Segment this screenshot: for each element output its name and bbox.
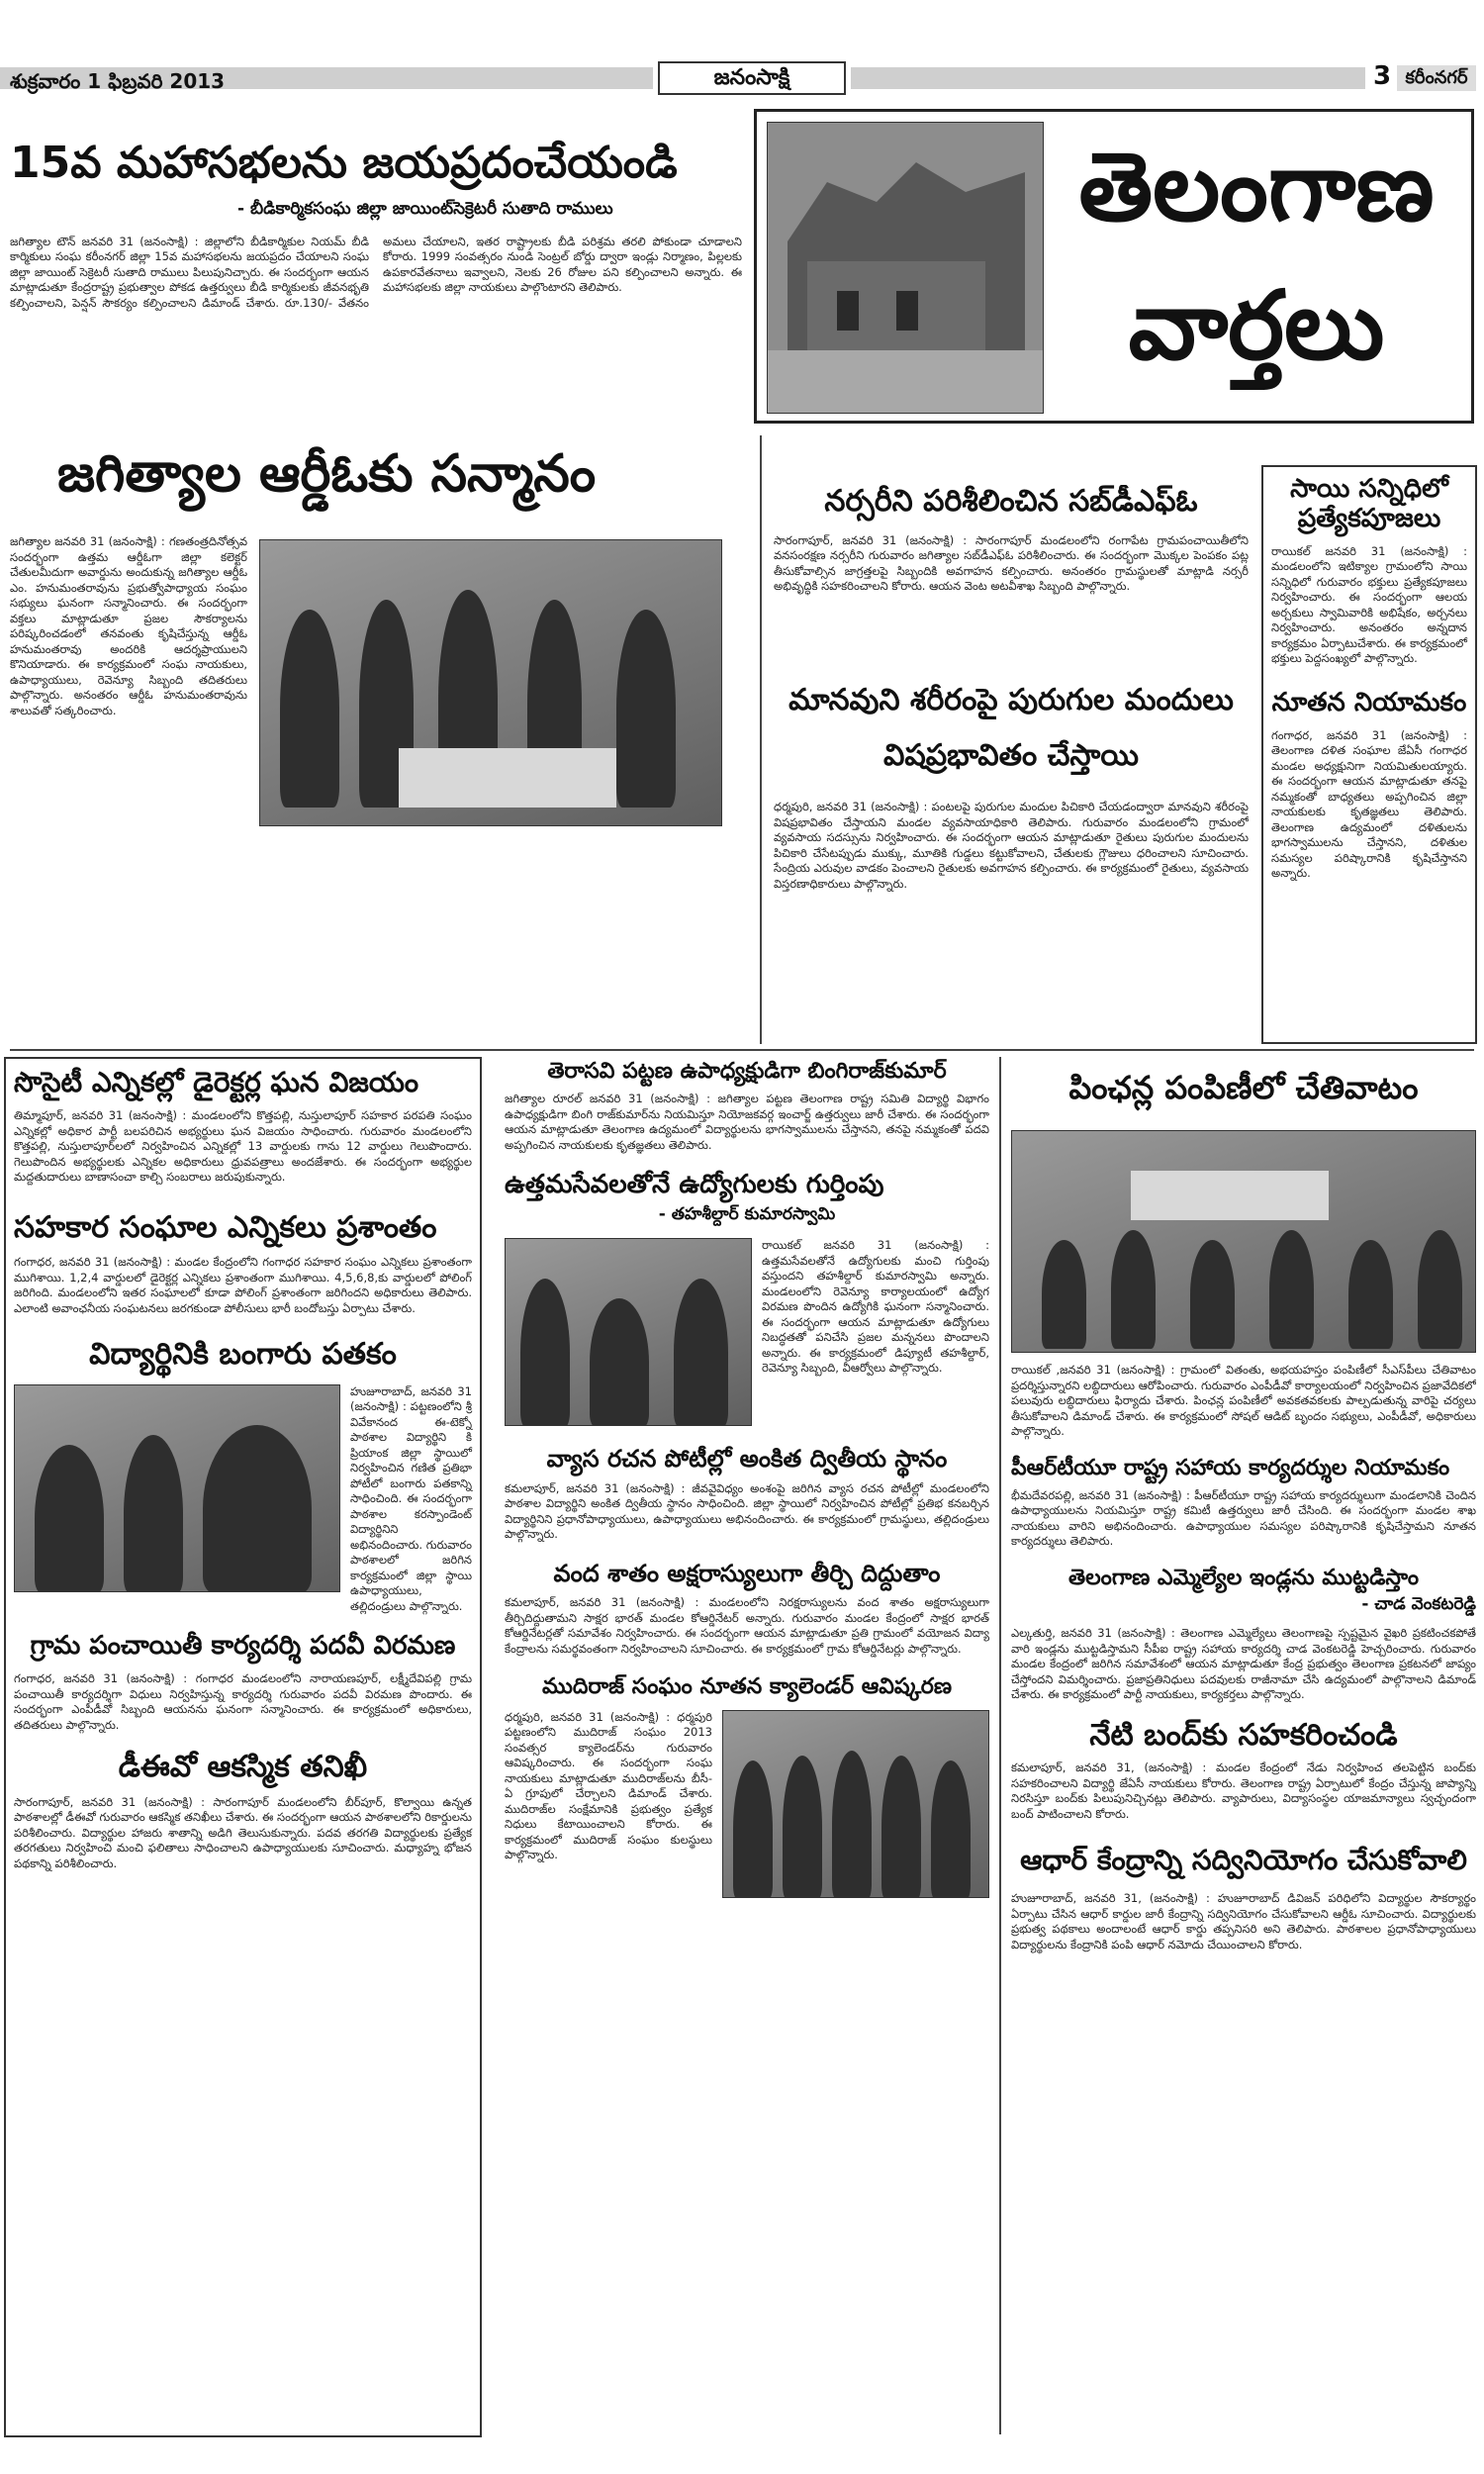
article-body-niyamakam: గంగాధర, జనవరి 31 (జనంసాక్షి) : తెలంగాణ దళిత సంఘాల జేఏసీ గంగాధర మండల అధ్యక్షునిగా నియమితులయ్యారు. ఈ సందర్భంగా ఆయన మాట్లాడుతూ తనపై నమ్మకంతో బాధ్యతలు అప్పగించిన జిల్లా నాయకులకు కృతజ్ఞతలు తెలిపారు. తెలంగాణ ఉద్యమంలో దళితులను భాగస్వాములను చేస్తానని, దళితుల సమస్యల పరిష్కారానికి కృషిచేస్తానని అన్నారు. <box>1271 727 1467 881</box>
body-prtu-appointments: భీమదేవరపల్లి, జనవరి 31 (జనంసాక్షి) : పీఆర్‌టీయూ రాష్ట్ర సహాయ కార్యదర్శులుగా మండలానికి చెందిన ఉపాధ్యాయులను నియమిస్తూ రాష్ట్ర కమిటీ ఉత్తర్వులు జారీ చేసింది. ఈ సందర్భంగా మండల శాఖ నాయకులు వారిని అభినందించారు. ఉపాధ్యాయుల సమస్యల పరిష్కారానికి కృషిచేస్తామని నూతన కార్యదర్శులు తెలిపారు. <box>1011 1487 1476 1549</box>
retirement-felicitation-photo <box>505 1238 752 1426</box>
fort-photo <box>767 122 1044 414</box>
article-mahasabhalu <box>10 139 742 426</box>
column-divider <box>760 435 762 1044</box>
feature-line-1: తెలంగాణ <box>1078 131 1435 242</box>
body-deo-inspection: సారంగాపూర్, జనవరి 31 (జనంసాక్షి) : సారంగాపూర్ మండలంలోని బీర్‌పూర్, కొల్వాయి ఉన్నత పాఠశాలల్లో డీఈవో గురువారం ఆకస్మిక తనిఖీలు చేశారు. ఈ సందర్భంగా ఆయన పాఠశాలలోని రికార్డులను పరిశీలించారు. విద్యార్థుల హాజరు శాతాన్ని అడిగి తెలుసుకున్నారు. పదవ తరగతి విద్యార్థులకు ప్రత్యేక తరగతులు నిర్వహించి మంచి ఫలితాలు సాధించాలని ఉపాధ్యాయులకు సూచించారు. మధ్యాహ్న భోజన పథకాన్ని పరిశీలించారు. <box>14 1794 472 1870</box>
newspaper-logo: జనంసాక్షి <box>658 61 846 95</box>
body-mla-houses: ఎల్కతుర్తి, జనవరి 31 (జనంసాక్షి) : తెలంగాణ ఎమ్మెల్యేలు తెలంగాణపై స్పష్టమైన వైఖరి ప్రకటించకపోతే వారి ఇండ్లను ముట్టడిస్తామని సీపీఐ రాష్ట్ర సహాయ కార్యదర్శి చాడ వెంకటరెడ్డి హెచ్చరించారు. గురువారం మండల కేంద్రంలో జరిగిన సమావేశంలో ఆయన మాట్లాడుతూ కేంద్ర ప్రభుత్వం తెలంగాణ ప్రకటనలో జాప్యం చేస్తోందని విమర్శించారు. ప్రజాప్రతినిధులు పదవులకు రాజీనామా చేసి ఉద్యమంలో పాల్గొనాలని డిమాండ్ చేశారు. ఈ కార్యక్రమంలో పార్టీ నాయకులు, కార్యకర్తలు పాల్గొన్నారు. <box>1011 1626 1476 1702</box>
right-column <box>1011 1059 1476 2434</box>
telangana-news-banner <box>754 109 1474 424</box>
headline-essay-competition: వ్యాస రచన పోటీల్లో అంకిత ద్వితీయ స్థానం <box>546 1445 948 1474</box>
middle-column <box>505 1059 989 2434</box>
headline: నర్సరీని పరిశీలించిన సబ్‌డీఎఫ్‌ఓ <box>824 485 1198 519</box>
article-nursery <box>774 485 1249 683</box>
body-bandh-support: కమలాపూర్, జనవరి 31, (జనంసాక్షి) : మండల కేంద్రంలో నేడు నిర్వహించ తలపెట్టిన బంద్‌కు సహకరించాలని విద్యార్థి జేఏసీ నాయకులు కోరారు. తెలంగాణ రాష్ట్ర ఏర్పాటులో కేంద్రం చేస్తున్న జాప్యాన్ని నిరసిస్తూ బంద్‌కు పిలుపునిచ్చినట్లు తెలిపారు. వ్యాపారులు, విద్యాసంస్థల యాజమాన్యాలు స్వచ్ఛందంగా బంద్ పాటించాలని కోరారు. <box>1011 1760 1476 1821</box>
headline-best-services: ఉత్తమసేవలతోనే ఉద్యోగులకు గుర్తింపు <box>505 1170 884 1200</box>
body-trsv-vp: జగిత్యాల రూరల్ జనవరి 31 (జనంసాక్షి) : జగిత్యాల పట్టణ తెలంగాణ రాష్ట్ర సమితి విద్యార్థి విభాగం ఉపాధ్యక్షుడిగా బింగి రాజ్‌కుమార్‌ను నియమిస్తూ నియోజకవర్గ ఇంచార్జ్ ఉత్తర్వులు జారీ చేశారు. ఈ సందర్భంగా ఆయన మాట్లాడుతూ తెలంగాణ ఉద్యమంలో విద్యార్థులను భాగస్వాములను చేస్తానని, తనపై నమ్మకంతో పదవి అప్పగించిన నాయకులకు కృతజ్ఞతలు తెలిపారు. <box>505 1092 989 1152</box>
body-society-elections: తిమ్మాపూర్, జనవరి 31 (జనంసాక్షి) : మండలంలోని కొత్తపల్లి, నుస్తులాపూర్ సహకార పరపతి సంఘం ఎన్నికల్లో అధికార పార్టీ బలపరిచిన అభ్యర్థులు ఘన విజయం సాధించారు. గురువారం మండలంలోని కొత్తపల్లి, నుస్తులాపూర్‌లలో నిర్వహించిన ఎన్నికల్లో 13 వార్డులకు గాను 12 వార్డులు గెలుపొందారు. గెలుపొందిన అభ్యర్థులకు ఎన్నికల అధికారులు ధ్రువపత్రాలు అందజేశారు. ఈ సందర్భంగా అభ్యర్థుల మద్దతుదారులు బాణాసంచా కాల్చి సంబరాలు జరుపుకున్నారు. <box>14 1108 472 1185</box>
feature-title <box>1044 118 1469 395</box>
headline-secretary-retirement: గ్రామ పంచాయితీ కార్యదర్శి పదవీ విరమణ <box>30 1631 456 1662</box>
edition-location: కరీంనగర్ <box>1397 65 1476 91</box>
feature-line-2: వార్తలు <box>1128 269 1385 381</box>
body-secretary-retirement: గంగాధర, జనవరి 31 (జనంసాక్షి) : గంగాధర మండలంలోని నారాయణపూర్, లక్ష్మీదేవిపల్లి గ్రామ పంచాయితీ కార్యదర్శిగా విధులు నిర్వహిస్తున్న కార్యదర్శి గురువారం పదవీ విరమణ పొందారు. ఈ సందర్భంగా ఎంపీడీవో సిబ్బంది ఆయనను ఘనంగా సన్మానించారు. ఈ కార్యక్రమంలో అధికారులు, తదితరులు పాల్గొన్నారు. <box>14 1671 472 1732</box>
body-literacy: కమలాపూర్, జనవరి 31 (జనంసాక్షి) : మండలంలోని నిరక్షరాస్యులను వంద శాతం అక్షరాస్యులుగా తీర్చిదిద్దుతామని సాక్షర భారత్ మండల కోఆర్డినేటర్ అన్నారు. గురువారం మండల కేంద్రంలో సాక్షర భారత్ కోఆర్డినేటర్లతో సమావేశం నిర్వహించారు. ఈ సందర్భంగా ఆయన మాట్లాడుతూ ప్రతి గ్రామంలో వయోజన విద్యా కేంద్రాలను సమర్థవంతంగా నిర్వహించాలని సూచించారు. ఈ కార్యక్రమంలో గ్రామ కోఆర్డినేటర్లు పాల్గొన్నారు. <box>505 1595 989 1656</box>
headline: జగిత్యాల ఆర్డీఓకు సన్మానం <box>57 445 597 504</box>
headline-cooperative-elections: సహకార సంఘాల ఎన్నికలు ప్రశాంతం <box>14 1209 437 1245</box>
headline-society-elections: సొసైటీ ఎన్నికల్లో డైరెక్టర్ల ఘన విజయం <box>14 1066 419 1098</box>
headline-deo-inspection: డీఈవో ఆకస్మిక తనిఖీ <box>118 1750 368 1785</box>
article-body: జగిత్యాల టౌన్ జనవరి 31 (జనంసాక్షి) : జిల్లాలోని బీడికార్మికుల నియమ్ బీడి కార్మికులు సంఘ కరీంనగర్ జిల్లా 15వ మహాసభలను జయప్రదం చేయాలని సంఘ జిల్లా జాయింట్ సెక్రెటరీ సుతాది రాములు పిలుపునిచ్చారు. ఈ సందర్భంగా ఆయన మాట్లాడుతూ కేంద్రరాష్ట్ర ప్రభుత్వాల పోకడ ఉత్తర్వులు బీడి కార్మికులకు జీవనభృతి కల్పించాలని, పెన్షన్ సౌకర్యం కల్పించాలని డిమాండ్ చేశారు. రూ.130/- వేతనం అమలు చేయాలని, ఇతర రాష్ట్రాలకు బీడి పరిశ్రమ తరలి పోకుండా చూడాలని కోరారు. 1999 సంవత్సరం నుండి సెంట్రల్ బోర్డు ద్వారా ఇండ్లు నిర్మాణం, పిల్లలకు ఉపకారవేతనాలు ఇవ్వాలని, నెలకు 26 రోజుల పని కల్పించాలని అన్నారు. ఈ మహాసభలకు జిల్లా నాయకులు పాల్గొంటారని తెలిపారు. <box>10 234 742 310</box>
byline-mla-houses: - చాడ వెంకటరెడ్డి <box>1361 1594 1476 1615</box>
student-medal-photo <box>14 1384 340 1592</box>
headline-trsv-vp: తెరాసవి పట్టణ ఉపాధ్యక్షుడిగా బింగిరాజ్‌కుమార్ <box>547 1059 947 1084</box>
headline-niyamakam: నూతన నియామకం <box>1271 687 1467 717</box>
body-aadhaar-centre: హుజూరాబాద్, జనవరి 31, (జనంసాక్షి) : హుజూరాబాద్ డివిజన్ పరిధిలోని విద్యార్థుల సౌకర్యార్థం ఏర్పాటు చేసిన ఆధార్ కార్డుల జారీ కేంద్రాన్ని సద్వినియోగం చేసుకోవాలని ఆర్డీఓ సూచించారు. విద్యార్థులకు ప్రభుత్వ పథకాలు అందాలంటే ఆధార్ కార్డు తప్పనిసరి అని తెలిపారు. పాఠశాలల ప్రధానోపాధ్యాయులు విద్యార్థులను కేంద్రానికి పంపి ఆధార్ నమోదు చేయించాలని కోరారు. <box>1011 1891 1476 1951</box>
article-pesticides <box>774 673 1249 1049</box>
rdo-felicitation-photo <box>259 539 722 826</box>
horizontal-divider <box>10 1049 1474 1051</box>
body-cooperative-elections: గంగాధర, జనవరి 31 (జనంసాక్షి) : మండల కేంద్రంలోని గంగాధర సహకార సంఘం ఎన్నికలు ప్రశాంతంగా ముగిశాయి. 1,2,4 వార్డులలో డైరెక్టర్ల ఎన్నికలు ప్రశాంతంగా ముగిశాయి. 4,5,6,8,కు వార్డులలో పోలింగ్ జరిగింది. మండలంలోని ఇతర సంఘాలలో కూడా పోలింగ్ ప్రశాంతంగా జరిగిందని అధికారులు తెలిపారు. ఎలాంటి అవాంఛనీయ సంఘటనలు జరగకుండా పోలీసులు భారీ బందోబస్తు ఏర్పాటు చేశారు. <box>14 1255 472 1315</box>
pension-meeting-photo <box>1011 1130 1476 1353</box>
article-body: సారంగాపూర్, జనవరి 31 (జనంసాక్షి) : సారంగాపూర్ మండలంలోని రంగాపేట గ్రామపంచాయితీలోని వనసంరక్షణ నర్సరీని గురువారం జగిత్యాల సబ్‌డీఎఫ్ఓ పరిశీలించారు. ఈ సందర్భంగా మొక్కల పెంపకం పట్ల తీసుకోవాల్సిన జాగ్రత్తలపై సిబ్బందికి అవగాహన కల్పించారు. అనంతరం గ్రామస్థులతో మాట్లాడి నర్సరీ అభివృద్ధికి సహకరించాలని కోరారు. ఆయన వెంట అటవీశాఖ సిబ్బంది పాల్గొన్నారు. <box>774 532 1249 593</box>
headline-gold-medal: విద్యార్థినికి బంగారు పతకం <box>89 1337 397 1373</box>
headline-pension-distribution: పింఛన్ల పంపిణీలో చేతివాటం <box>1068 1069 1419 1106</box>
headline-mudiraj-calendar: ముదిరాజ్ సంఘం నూతన క్యాలెండర్ ఆవిష్కరణ <box>542 1674 952 1700</box>
body-gold-medal: హుజూరాబాద్, జనవరి 31 (జనంసాక్షి) : పట్టణంలోని శ్రీ వివేకానంద ఈ-టెక్నో పాఠశాల విద్యార్థిని కి ప్రియాంక జిల్లా స్థాయిలో నిర్వహించిన గణిత ప్రతిభా పోటీలో బంగారు పతకాన్ని సాధించింది. ఈ సందర్భంగా పాఠశాల కరస్పాండెంట్ విద్యార్థినిని అభినందించారు. గురువారం పాఠశాలలో జరిగిన కార్యక్రమంలో జిల్లా స్థాయి ఉపాధ్యాయులు, తల్లిదండ్రులు పాల్గొన్నారు. <box>350 1383 472 1613</box>
body-essay-competition: కమలాపూర్, జనవరి 31 (జనంసాక్షి) : జీవవైవిధ్యం అంశంపై జరిగిన వ్యాస రచన పోటీల్లో మండలంలోని పాఠశాల విద్యార్థిని అంకిత ద్వితీయ స్థానం సాధించింది. జిల్లా స్థాయిలో నిర్వహించిన పోటీల్లో ప్రతిభ కనబర్చిన విద్యార్థినిని ప్రధానోపాధ్యాయులు, ఉపాధ్యాయులు అభినందించారు. ఈ కార్యక్రమంలో గ్రామస్థులు, తల్లిదండ్రులు పాల్గొన్నారు. <box>505 1480 989 1542</box>
page-number: 3 <box>1373 61 1392 91</box>
calendar-release-photo <box>722 1710 989 1898</box>
issue-date: శుక్రవారం 1 ఫిబ్రవరి 2013 <box>10 69 226 93</box>
left-column-box <box>4 1057 482 2437</box>
body-best-services: రాయికల్ జనవరి 31 (జనంసాక్షి) : ఉత్తమసేవలతోనే ఉద్యోగులకు మంచి గుర్తింపు వస్తుందని తహశీల్దార్ కుమారస్వామి అన్నారు. మండలంలోని రెవెన్యూ కార్యాలయంలో ఉద్యోగ విరమణ పొందిన ఉద్యోగికి ఘనంగా సన్మానించారు. ఈ సందర్భంగా ఆయన మాట్లాడుతూ ఉద్యోగులు నిబద్ధతతో పనిచేసి ప్రజల మన్ననలు పొందాలని అన్నారు. ఈ కార్యక్రమంలో డిప్యూటీ తహశీల్దార్, రెవెన్యూ సిబ్బంది, వీఆర్వోలు పాల్గొన్నారు. <box>762 1238 989 1376</box>
headline-mla-houses: తెలంగాణ ఎమ్మెల్యేల ఇండ్లను ముట్టడిస్తాం <box>1067 1565 1420 1590</box>
headline-sai-pujalu: సాయి సన్నిధిలో ప్రత్యేకపూజలు <box>1290 474 1448 533</box>
headline-bandh-support: నేటి బంద్‌కు సహకరించండి <box>1089 1717 1398 1753</box>
headline-literacy: వంద శాతం అక్షరాస్యులుగా తీర్చి దిద్దుతాం <box>553 1559 941 1587</box>
byline-best-services: - తహశీల్దార్ కుమారస్వామి <box>658 1204 836 1225</box>
article-body: జగిత్యాల జనవరి 31 (జనంసాక్షి) : గణతంత్రదినోత్సవ సందర్భంగా ఉత్తమ ఆర్డీఓగా జిల్లా కలెక్టర్ చేతులమీదుగా అవార్డును అందుకున్న జగిత్యాల ఆర్డీఓ ఎం. హనుమంతరావును ప్రభుత్వోపాధ్యాయ సంఘం సభ్యులు ఘనంగా సన్మానించారు. ఈ సందర్భంగా వక్తలు మాట్లాడుతూ ప్రజల సౌకర్యాలను పరిష్కరించడంలో తనవంతు కృషిచేస్తున్న ఆర్డీఓ హనుమంతరావు అందరికి ఆదర్శప్రాయులని కొనియాడారు. ఈ కార్యక్రమంలో సంఘ నాయకులు, ఉపాధ్యాయులు, రెవెన్యూ సిబ్బంది తదితరులు పాల్గొన్నారు. అనంతరం ఆర్డీఓ హనుమంతరావును శాలువతో సత్కరించారు. <box>10 534 247 717</box>
headline: 15వ మహాసభలను జయప్రదంచేయండి <box>10 139 678 188</box>
header-bar-right <box>851 67 1365 89</box>
page-header <box>0 61 1484 97</box>
headline-prtu-appointments: పీఆర్‌టీయూ రాష్ట్ర సహాయ కార్యదర్శుల నియామకం <box>1011 1455 1450 1480</box>
right-column-box <box>1261 465 1477 1044</box>
article-body: ధర్మపురి, జనవరి 31 (జనంసాక్షి) : పంటలపై పురుగుల మందుల పిచికారి చేయడంద్వారా మానవుని శరీరంపై విషప్రభావితం చేస్తాయని మండల వ్యవసాయాధికారి తెలిపారు. గురువారం మండలంలోని గ్రామంలో వ్యవసాయ సదస్సును నిర్వహించారు. ఈ సందర్భంగా ఆయన మాట్లాడుతూ రైతులు పురుగుల మందులను పిచికారి చేసేటప్పుడు ముక్కు, మూతికి గుడ్డలు కట్టుకోవాలని, చేతులకు గ్లౌజులు ధరించాలని సూచించారు. సేంద్రియ ఎరువుల వాడకం పెంచాలని రైతులకు అవగాహన కల్పించారు. ఈ కార్యక్రమంలో రైతులు, వ్యవసాయ విస్తరణాధికారులు పాల్గొన్నారు. <box>774 800 1249 891</box>
fort-illustration <box>768 123 1044 414</box>
column-divider-right <box>999 1057 1001 2434</box>
body-mudiraj-calendar: ధర్మపురి, జనవరి 31 (జనంసాక్షి) : ధర్మపురి పట్టణంలోని ముదిరాజ్ సంఘం 2013 సంవత్సర క్యాలెండర్‌ను గురువారం ఆవిష్కరించారు. ఈ సందర్భంగా సంఘ నాయకులు మాట్లాడుతూ ముదిరాజ్‌లను బీసీ-ఏ గ్రూపులో చేర్చాలని డిమాండ్ చేశారు. ముదిరాజ్‌ల సంక్షేమానికి ప్రభుత్వం ప్రత్యేక నిధులు కేటాయించాలని కోరారు. ఈ కార్యక్రమంలో ముదిరాజ్ సంఘం కులస్థులు పాల్గొన్నారు. <box>505 1709 712 1862</box>
headline-aadhaar-centre: ఆధార్ కేంద్రాన్ని సద్వినియోగం చేసుకోవాలి <box>1020 1844 1467 1877</box>
byline: - బీడికార్మికసంఘ జిల్లా జాయింట్‌సెక్రెటరీ సుతాది రాములు <box>237 198 613 219</box>
headline: మానవుని శరీరంపై పురుగుల మందులు విషప్రభావితం చేస్తాయి <box>788 683 1234 773</box>
article-body-sai-pujalu: రాయికల్ జనవరి 31 (జనంసాక్షి) : మండలంలోని ఇటిక్యాల గ్రామంలోని సాయి సన్నిధిలో గురువారం భక్తులు ప్రత్యేకపూజలు నిర్వహించారు. ఈ సందర్భంగా ఆలయ అర్చకులు స్వామివారికి అభిషేకం, అర్చనలు నిర్వహించారు. అనంతరం అన్నదాన కార్యక్రమం ఏర్పాటుచేశారు. ఈ కార్యక్రమంలో భక్తులు పెద్దసంఖ్యలో పాల్గొన్నారు. <box>1271 543 1467 666</box>
body-pension-distribution: రాయికల్ ,జనవరి 31 (జనంసాక్షి) : గ్రామంలో వితంతు, అభయహస్తం పంపిణీలో సీఎస్‌పీలు చేతివాటం ప్రదర్శిస్తున్నారని లబ్ధిదారులు ఆరోపించారు. గురువారం ఎంపీడీవో కార్యాలయంలో నిర్వహించిన ప్రజావేదికలో పలువురు లబ్ధిదారులు ఫిర్యాదు చేశారు. పింఛన్ల పంపిణీలో అవకతవకలకు పాల్పడుతున్న వారిపై చర్యలు తీసుకోవాలని డిమాండ్ చేశారు. ఈ కార్యక్రమంలో సోషల్ ఆడిట్ బృందం సభ్యులు, ఎంపీడీవో, అధికారులు పాల్గొన్నారు. <box>1011 1363 1476 1438</box>
